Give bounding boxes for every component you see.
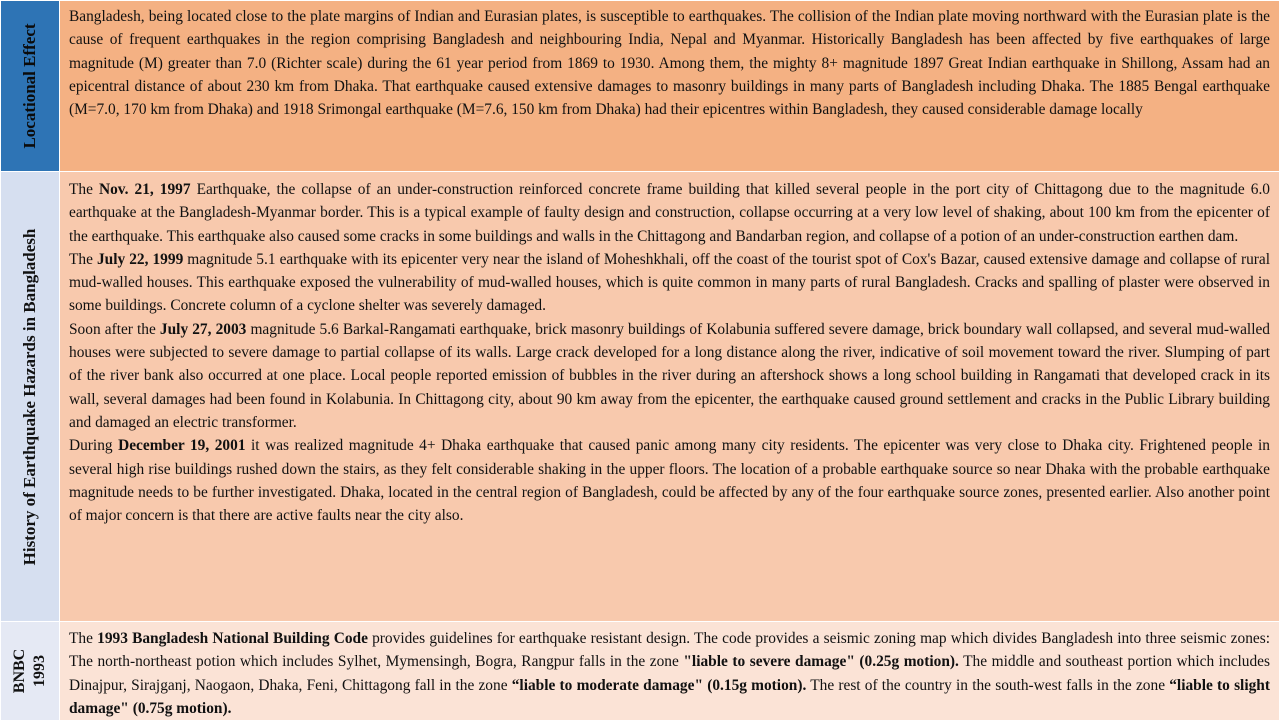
history-paragraph-2001 [69, 434, 1270, 527]
row-history [1, 172, 1280, 622]
text-run: magnitude 5.6 Barkal-Rangamati earthquake, brick masonry buildings of Kolabunia suffered severe damage, brick boundary wall collapsed, and several mud-walled houses were subjected to severe damage to partial collapse of its walls. Large crack developed for a long distance along the river, indicative of soil movement toward the river. Slumping of part of the river bank also occurred at one place. Local people reported emission of bubbles in the river during an aftershock shows a long school building in Rangamati that developed crack in its wall, several damages had been found in Kolabunia. In Chittagong city, about 90 km away from the epicenter, the earthquake caused ground settlement and cracks in the Public Library building and damaged an electric transformer. [69, 320, 1270, 431]
date-highlight: December 19, 2001 [118, 437, 246, 455]
label-cell-history [1, 172, 60, 622]
text-run: provides guidelines for earthquake resistant design. The code provides a seismic zoning map which divides Bangladesh into three seismic zones: The north-northeast potion which includes Sylhet, Mymensingh, Bogra, Rangpur falls in the zone [69, 630, 1270, 671]
date-highlight: Nov. 21, 1997 [98, 181, 191, 198]
label-line: 1993 [31, 655, 48, 688]
text-run: The [69, 181, 99, 198]
date-highlight: July 27, 2003 [159, 320, 247, 338]
history-paragraph-1999 [69, 248, 1270, 318]
code-name-highlight: 1993 Bangladesh National Building Code [97, 630, 368, 647]
bnbc-text [69, 627, 1270, 720]
row-bnbc [1, 622, 1280, 721]
text-run: Soon after the [69, 320, 160, 338]
content-cell-locational [60, 1, 1280, 172]
text-run: it was realized magnitude 4+ Dhaka earthquake that caused panic among many city residents. The epicenter was very close to Dhaka city. Frightened people in several high rise buildings rushed down the stairs, as they felt considerable shaking in the upper floors. The location of a probable earthquake source so near Dhaka with the probable earthquake magnitude needs to be further investigated. Dhaka, located in the central region of Bangladesh, could be affected by any of the four earthquake source zones, presented earlier. Also another point of major concern is that there are active faults near the city also. [69, 437, 1270, 525]
text-run: During [69, 437, 119, 455]
row-label-bnbc [10, 649, 50, 693]
label-cell-bnbc [1, 622, 60, 721]
zone-severe-highlight: "liable to severe damage" (0.25g motion). [683, 653, 959, 671]
locational-effect-text: Bangladesh, being located close to the plate margins of Indian and Eurasian plates, is susceptible to earthquakes. The collision of the Indian plate moving northward with the Eurasian plate is the cause of frequent earthquakes in the region comprising Bangladesh and neighbouring India, Nepal and Myanmar. Historically Bangladesh has been affected by five earthquakes of large magnitude (M) greater than 7.0 (Richter scale) during the 61 year period from 1869 to 1930. Among them, the mighty 8+ magnitude 1897 Great Indian earthquake in Shillong, Assam had an epicentral distance of about 230 km from Dhaka. That earthquake caused extensive damages to masonry buildings in many parts of Bangladesh including Dhaka. The 1885 Bengal earthquake (M=7.0, 170 km from Dhaka) and 1918 Srimongal earthquake (M=7.6, 150 km from Dhaka) had their epicentres within Bangladesh, they caused considerable damage locally [69, 8, 1270, 119]
content-cell-bnbc [60, 622, 1280, 721]
date-highlight: July 22, 1999 [96, 250, 184, 268]
text-run: Earthquake, the collapse of an under-construction reinforced concrete frame building that killed several people in the port city of Chittagong due to the magnitude 6.0 earthquake at the Bangladesh-Myanmar border. This is a typical example of faulty design and construction, collapse occurring at a very low level of shaking, about 100 km from the epicenter of the earthquake. This earthquake also caused some cracks in some buildings and walls in the Chittagong and Bandarban region, and collapse of a potion of an under-construction earthen dam. [69, 181, 1271, 245]
row-locational-effect [1, 1, 1280, 172]
row-label-locational-effect: Locational Effect [20, 23, 39, 149]
label-cell-locational [1, 1, 60, 172]
history-paragraph-2003 [69, 318, 1270, 434]
text-run: The [69, 250, 97, 268]
zone-slight-highlight: “liable to slight damage" (0.75g motion). [69, 676, 1270, 717]
text-run: magnitude 5.1 earthquake with its epicenter very near the island of Moheshkhali, off the coast of the tourist spot of Cox's Bazar, caused extensive damage and collapse of rural mud-walled houses. This earthquake exposed the vulnerability of mud-walled houses, which is quite common in many parts of rural Bangladesh. Cracks and spalling of plaster were observed in some buildings. Concrete column of a cyclone shelter was severely damaged. [69, 250, 1270, 315]
text-run: The rest of the country in the south-west falls in the zone [806, 676, 1170, 694]
row-label-history: History of Earthquake Hazards in Bangladesh [20, 228, 39, 565]
content-cell-history [60, 172, 1280, 622]
zone-moderate-highlight: “liable to moderate damage" (0.15g motion). [511, 676, 807, 694]
text-run: The middle and southeast portion which includes Dinajpur, Sirajganj, Naogaon, Dhaka, Feni, Chittagong fall in the zone [69, 653, 1270, 694]
text-run: The [69, 630, 98, 647]
label-line: BNBC [11, 648, 28, 694]
history-paragraph-1997 [69, 178, 1270, 248]
